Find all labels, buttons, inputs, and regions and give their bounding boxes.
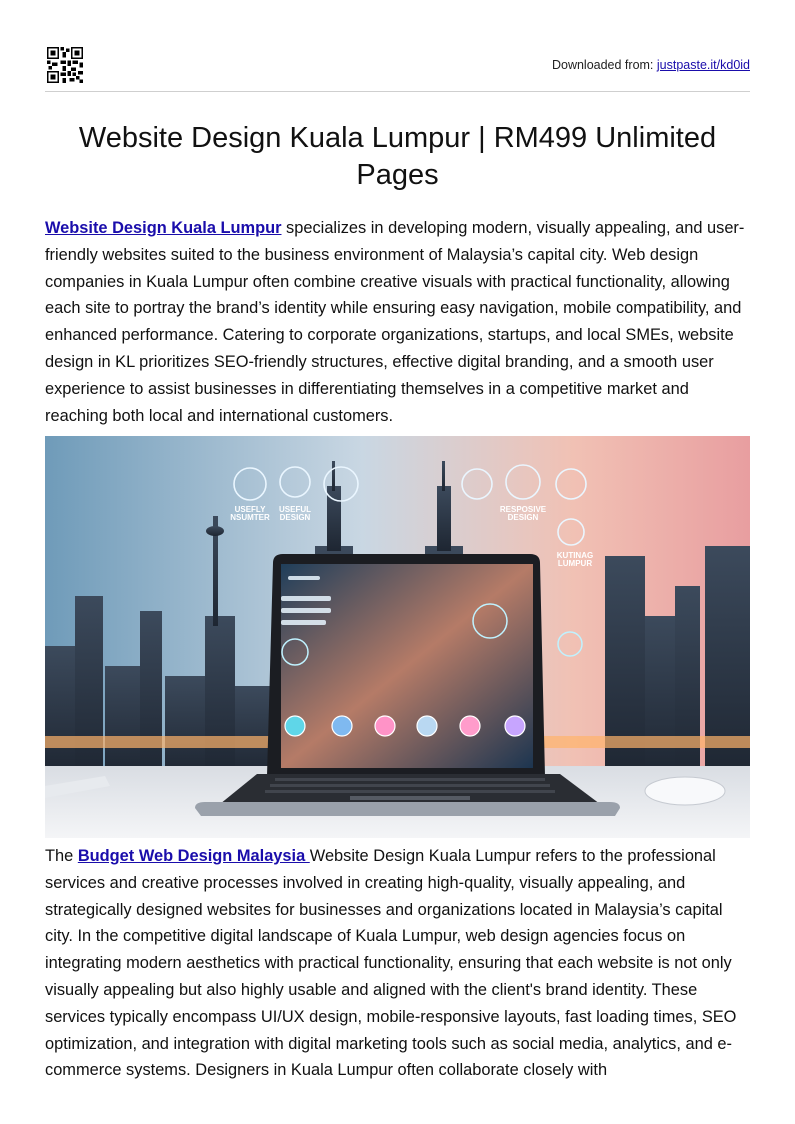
downloaded-label: Downloaded from: bbox=[551, 58, 657, 72]
p2-prefix: The bbox=[45, 847, 78, 865]
intro-paragraph bbox=[45, 215, 755, 429]
label-lumpur: LUMPUR bbox=[557, 559, 593, 568]
label-design-2: DESIGN bbox=[507, 513, 539, 522]
label-nsumter: NSUMTER bbox=[230, 513, 270, 522]
body-paragraph bbox=[45, 843, 755, 1084]
qr-code-icon bbox=[47, 47, 83, 83]
page-title: Website Design Kuala Lumpur | RM499 Unlimited Pages bbox=[78, 122, 717, 191]
download-source bbox=[552, 58, 750, 72]
website-design-kl-link[interactable]: Website Design Kuala Lumpur bbox=[45, 219, 282, 237]
label-kuala: KUTINAG bbox=[556, 551, 594, 560]
source-link[interactable]: justpaste.it/kd0id bbox=[656, 58, 750, 72]
label-responsive: RESPOSIVE bbox=[499, 505, 547, 514]
budget-web-design-link[interactable]: Budget Web Design Malaysia bbox=[77, 847, 310, 865]
label-useful: USEFUL bbox=[279, 505, 311, 514]
p2-text: Website Design Kuala Lumpur refers to the professional services and creative processes involved in creating high-quality, visually appealing, and strategically designed websites for businesses and organizations located in Malaysia’s capital city. In the competitive digital landscape of Kuala Lumpur, web design agencies focus on integrating modern aesthetics with practical functionality, ensuring that each website is not only visually appealing but also highly usable and aligned with the client's brand identity. These services typically encompass UI/UX design, mobile-responsive layouts, fast loading times, SEO optimization, and integration with digital marketing tools such as social media, analytics, and e-commerce systems. Designers in Kuala Lumpur often collaborate closely with bbox=[45, 847, 737, 1080]
intro-text: specializes in developing modern, visually appealing, and user-friendly websites suited to the business environment of Malaysia’s capital city. Web design companies in Kuala Lumpur often combine creative visuals with practical functionality, allowing each site to portray the brand’s identity while ensuring easy navigation, mobile compatibility, and enhanced performance. Catering to corporate organizations, startups, and local SMEs, website design in KL prioritizes SEO-friendly structures, effective digital branding, and a smooth user experience to assist businesses in differentiating themselves in a competitive market and reaching both local and international customers. bbox=[45, 219, 745, 425]
label-usefly: USEFLY bbox=[234, 505, 266, 514]
page-header bbox=[45, 45, 750, 92]
hero-image bbox=[45, 436, 750, 838]
label-design: DESIGN bbox=[279, 513, 311, 522]
